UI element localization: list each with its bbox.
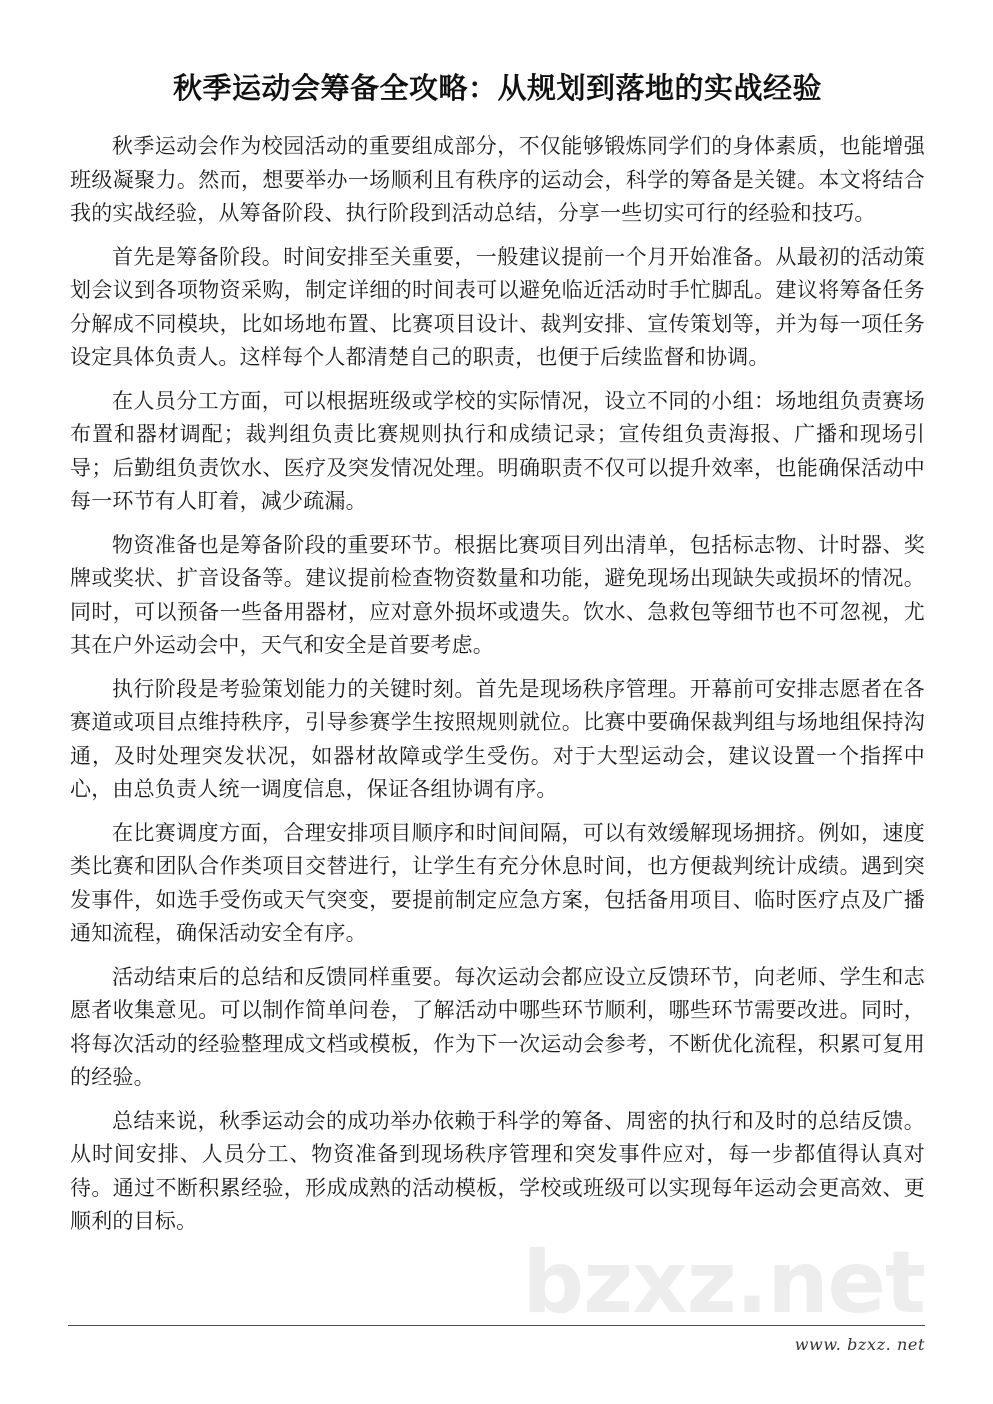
body-paragraph: 在比赛调度方面，合理安排项目顺序和时间间隔，可以有效缓解现场拥挤。例如，速度类比赛和团队合作类项目交替进行，让学生有充分休息时间，也方便裁判统计成绩。遇到突发事件，如选手受伤或天气突变，要提前制定应急方案，包括备用项目、临时医疗点及广播通知流程，确保活动安全有序。 xyxy=(70,820,925,945)
site-watermark: bzxz.net xyxy=(522,1233,925,1333)
footer-site-url: www. bzxz. net xyxy=(794,1335,925,1354)
body-paragraph: 首先是筹备阶段。时间安排至关重要，一般建议提前一个月开始准备。从最初的活动策划会议到各项物资采购，制定详细的时间表可以避免临近活动时手忙脚乱。建议将筹备任务分解成不同模块，比如场地布置、比赛项目设计、裁判安排、宣传策划等，并为每一项任务设定具体负责人。这样每个人都清楚自己的职责，也便于后续监督和协调。 xyxy=(70,244,925,369)
body-paragraph: 秋季运动会作为校园活动的重要组成部分，不仅能够锻炼同学们的身体素质，也能增强班级凝聚力。然而，想要举办一场顺利且有秩序的运动会，科学的筹备是关键。本文将结合我的实战经验，从筹备阶段、执行阶段到活动总结，分享一些切实可行的经验和技巧。 xyxy=(70,134,925,225)
page-footer xyxy=(68,1325,925,1354)
document-content xyxy=(70,0,925,1239)
body-paragraph: 执行阶段是考验策划能力的关键时刻。首先是现场秩序管理。开幕前可安排志愿者在各赛道或项目点维持秩序，引导参赛学生按照规则就位。比赛中要确保裁判组与场地组保持沟通，及时处理突发状况，如器材故障或学生受伤。对于大型运动会，建议设置一个指挥中心，由总负责人统一调度信息，保证各组协调有序。 xyxy=(70,676,925,801)
footer-divider xyxy=(68,1325,925,1326)
body-paragraph: 活动结束后的总结和反馈同样重要。每次运动会都应设立反馈环节，向老师、学生和志愿者收集意见。可以制作简单问卷，了解活动中哪些环节顺利，哪些环节需要改进。同时，将每次活动的经验整理成文档或模板，作为下一次运动会参考，不断优化流程，积累可复用的经验。 xyxy=(70,964,925,1089)
body-paragraph: 物资准备也是筹备阶段的重要环节。根据比赛项目列出清单，包括标志物、计时器、奖牌或奖状、扩音设备等。建议提前检查物资数量和功能，避免现场出现缺失或损坏的情况。同时，可以预备一些备用器材，应对意外损坏或遗失。饮水、急救包等细节也不可忽视，尤其在户外运动会中，天气和安全是首要考虑。 xyxy=(70,532,925,657)
body-paragraph: 总结来说，秋季运动会的成功举办依赖于科学的筹备、周密的执行和及时的总结反馈。从时间安排、人员分工、物资准备到现场秩序管理和突发事件应对，每一步都值得认真对待。通过不断积累经验，形成成熟的活动模板，学校或班级可以实现每年运动会更高效、更顺利的目标。 xyxy=(70,1108,925,1233)
page-title: 秋季运动会筹备全攻略：从规划到落地的实战经验 xyxy=(172,71,822,105)
document-body xyxy=(70,130,925,1239)
body-paragraph: 在人员分工方面，可以根据班级或学校的实际情况，设立不同的小组：场地组负责赛场布置和器材调配；裁判组负责比赛规则执行和成绩记录；宣传组负责海报、广播和现场引导；后勤组负责饮水、医疗及突发情况处理。明确职责不仅可以提升效率，也能确保活动中每一环节有人盯着，减少疏漏。 xyxy=(70,388,925,513)
